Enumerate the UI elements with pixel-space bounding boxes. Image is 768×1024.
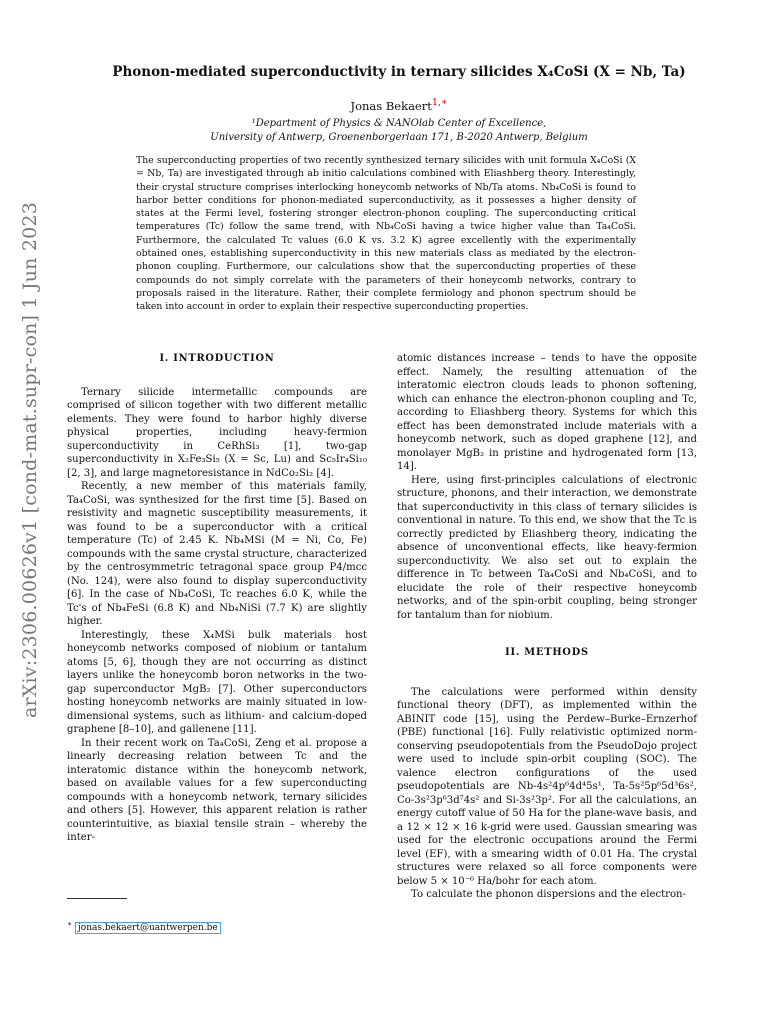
affiliation-line-1: ¹Department of Physics & NANOlab Center of Excellence, (251, 118, 547, 129)
paragraph: atomic distances increase – tends to have the opposite effect. Namely, the resulting attenuation of the interatomic electron clouds leads to phonon softening, which can enhance the electron-phonon coupling and Tc, according to Eliashberg theory. Systems for which this effect has been demonstrated include materials with a honeycomb network, such as doped graphene [12], and monolayer MgB₂ in pristine and hydrogenated form [13, 14]. (397, 353, 697, 472)
footnote (67, 919, 221, 933)
paragraph: Interestingly, these X₄MSi bulk materials host honeycomb networks composed of niobium or tantalum atoms [5, 6], though they are not occurring as distinct layers unlike the honeycomb boron networks in the two-gap superconductor MgB₂ [7]. Other superconductors hosting honeycomb networks are mainly situated in low-dimensional systems, such as lithium- and calcium-doped graphene [8–10], and gallenene [11]. (67, 629, 367, 735)
section-heading-introduction: I. INTRODUCTION (159, 353, 275, 364)
right-column (397, 352, 697, 902)
footnote-rule (67, 898, 127, 899)
arxiv-id: arXiv:2306.00626v1 [cond-mat.supr-con] 1 Jun 2023 (19, 201, 42, 719)
paragraph: In their recent work on Ta₄CoSi, Zeng et al. propose a linearly decreasing relation between Tc and the interatomic distance within the honeycomb network, based on available values for a few superconducting compounds with a honeycomb network, ternary silicides and others [5]. However, this apparent relation is rather counterintuitive, as biaxial tensile strain – whereby the inter- (67, 737, 367, 843)
section-heading-methods: II. METHODS (505, 647, 589, 658)
email-link[interactable]: jonas.bekaert@uantwerpen.be (75, 922, 221, 934)
paragraph: Here, using first-principles calculations of electronic structure, phonons, and their interaction, we demonstrate that superconductivity in this class of ternary silicides is conventional in nature. To this end, we show that the Tc is correctly predicted by Eliashberg theory, indicating the absence of unconventional effects, like heavy-fermion superconductivity. We also set out to explain the difference in Tc between Ta₄CoSi and Nb₄CoSi, and to elucidate the role of their respective honeycomb networks, and of the spin-orbit coupling, being stronger for tantalum than for niobium. (397, 474, 697, 621)
author-footnote-link[interactable]: 1,∗ (431, 97, 448, 108)
footnote-mark: ∗ (67, 919, 73, 928)
author-name: Jonas Bekaert (350, 98, 432, 113)
paragraph: Recently, a new member of this materials family, Ta₄CoSi, was synthesized for the first time [5]. Based on resistivity and magnetic susceptibility measurements, it was found to be a superconductor with a critical temperature (Tc) of 2.45 K. Nb₄MSi (M = Ni, Co, Fe) compounds with the same crystal structure, characterized by the centrosymmetric tetragonal space group P4/mcc (No. 124), were also found to display superconductivity [6]. In the case of Nb₄CoSi, Tc reaches 6.0 K, while the Tc's of Nb₄FeSi (6.8 K) and Nb₄NiSi (7.7 K) are slightly higher. (67, 481, 367, 627)
paper-title: Phonon-mediated superconductivity in ternary silicides X₄CoSi (X = Nb, Ta) (112, 64, 686, 80)
affiliation (60, 117, 738, 145)
paragraph: To calculate the phonon dispersions and the electron- (411, 889, 686, 900)
affiliation-line-2: University of Antwerp, Groenenborgerlaan 171, B-2020 Antwerp, Belgium (210, 132, 588, 143)
arxiv-sidebar-stamp (10, 201, 50, 719)
author-line (60, 97, 738, 113)
paragraph: Ternary silicide intermetallic compounds are comprised of silicon together with two different metallic elements. They were found to harbor highly diverse physical properties, including heavy-fermion superconductivity in CeRhSi₃ [1], two-gap superconductivity in X₂Fe₃Si₅ (X = Sc, Lu) and Sc₅Ir₄Si₁₀ [2, 3], and large magnetoresistance in NdCo₂Si₂ [4]. (67, 386, 367, 479)
abstract: The superconducting properties of two recently synthesized ternary silicides with unit formula X₄CoSi (X = Nb, Ta) are investigated through ab initio calculations combined with Eliashberg theory. Interestingly, their crystal structure comprises interlocking honeycomb networks of Nb/Ta atoms. Nb₄CoSi is found to harbor better conditions for phonon-mediated superconductivity, as it possesses a higher density of states at the Fermi level, fostering stronger electron-phonon coupling. The superconducting critical temperatures (Tc) follow the same trend, with Nb₄CoSi having a twice higher value than Ta₄CoSi. Furthermore, the calculated Tc values (6.0 K vs. 3.2 K) agree excellently with the experimentally obtained ones, establishing superconductivity in this new materials class as mediated by the electron-phonon coupling. Furthermore, our calculations show that the superconducting properties of these compounds do not simply correlate with the parameters of their honeycomb networks, contrary to proposals raised in the literature. Rather, their complete fermiology and phonon spectrum should be taken into account in order to explain their respective superconducting properties. (136, 155, 636, 313)
left-column (67, 352, 367, 845)
paragraph: The calculations were performed within density functional theory (DFT), as implemented within the ABINIT code [15], using the Perdew–Burke–Ernzerhof (PBE) functional [16]. Fully relativistic optimized norm-conserving pseudopotentials from the PseudoDojo project were used to include spin-orbit coupling (SOC). The valence electron configurations of the used pseudopotentials are Nb-4s²4p⁶4d⁴5s¹, Ta-5s²5p⁶5d³6s², Co-3s²3p⁶3d⁷4s² and Si-3s²3p². For all the calculations, an energy cutoff value of 50 Ha for the plane-wave basis, and a 12 × 12 × 16 k-grid were used. Gaussian smearing was used for the electronic occupations around the Fermi level (EF), with a smearing width of 0.01 Ha. The crystal structures were relaxed so all force components were below 5 × 10⁻⁶ Ha/bohr for each atom. (397, 686, 697, 887)
